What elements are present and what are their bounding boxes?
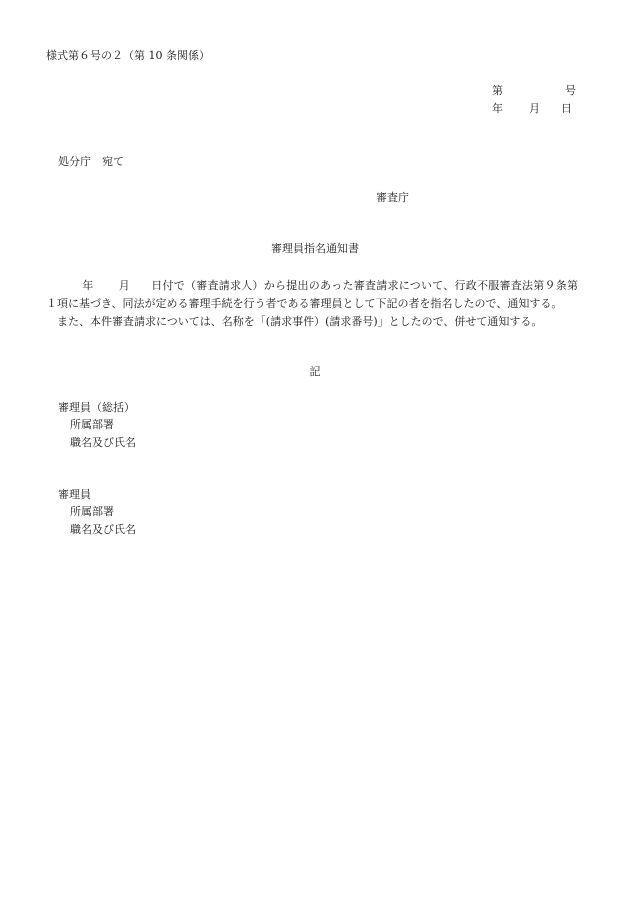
- body-paragraph-1-text: 日付で（審査請求人）から提出のあった審査請求について、行政不服審査法第９条第１項に基づき、同法が定める審理手続を行う者である審理員として下記の者を指名したので、通知する。: [46, 279, 579, 310]
- body-year: 年: [82, 279, 94, 292]
- date-day: 日: [561, 102, 572, 115]
- number-prefix: 第: [492, 84, 503, 97]
- form-number: 様式第６号の２（第 10 条関係）: [46, 49, 210, 62]
- body-paragraph-2: また、本件審査請求については、名称を「(請求事件）(請求番号)」としたので、併せて通知する。: [57, 315, 543, 328]
- addressee-honorific: 宛て: [102, 155, 124, 168]
- body-month: 月: [118, 279, 131, 292]
- body-paragraph-1: [46, 277, 578, 313]
- addressee-agency: 処分庁: [58, 155, 91, 168]
- appointee-heading: 審理員（総括）: [58, 401, 135, 414]
- date-month: 月: [529, 102, 540, 115]
- body-text: [46, 277, 578, 331]
- number-suffix: 号: [565, 84, 576, 97]
- document-title: 審理員指名通知書: [271, 242, 359, 255]
- appointee-heading: 審理員: [58, 488, 91, 501]
- document-number-line: [492, 85, 576, 96]
- appointee-department: 所属部署: [70, 505, 114, 518]
- appointee-name-title: 職名及び氏名: [70, 436, 136, 449]
- document-date-line: [492, 103, 572, 114]
- date-year: 年: [492, 102, 503, 115]
- issuer: 審査庁: [376, 191, 409, 204]
- appointee-name-title: 職名及び氏名: [70, 523, 136, 536]
- appointee-department: 所属部署: [70, 418, 114, 431]
- addressee: [58, 156, 124, 167]
- ki-heading: 記: [309, 365, 321, 378]
